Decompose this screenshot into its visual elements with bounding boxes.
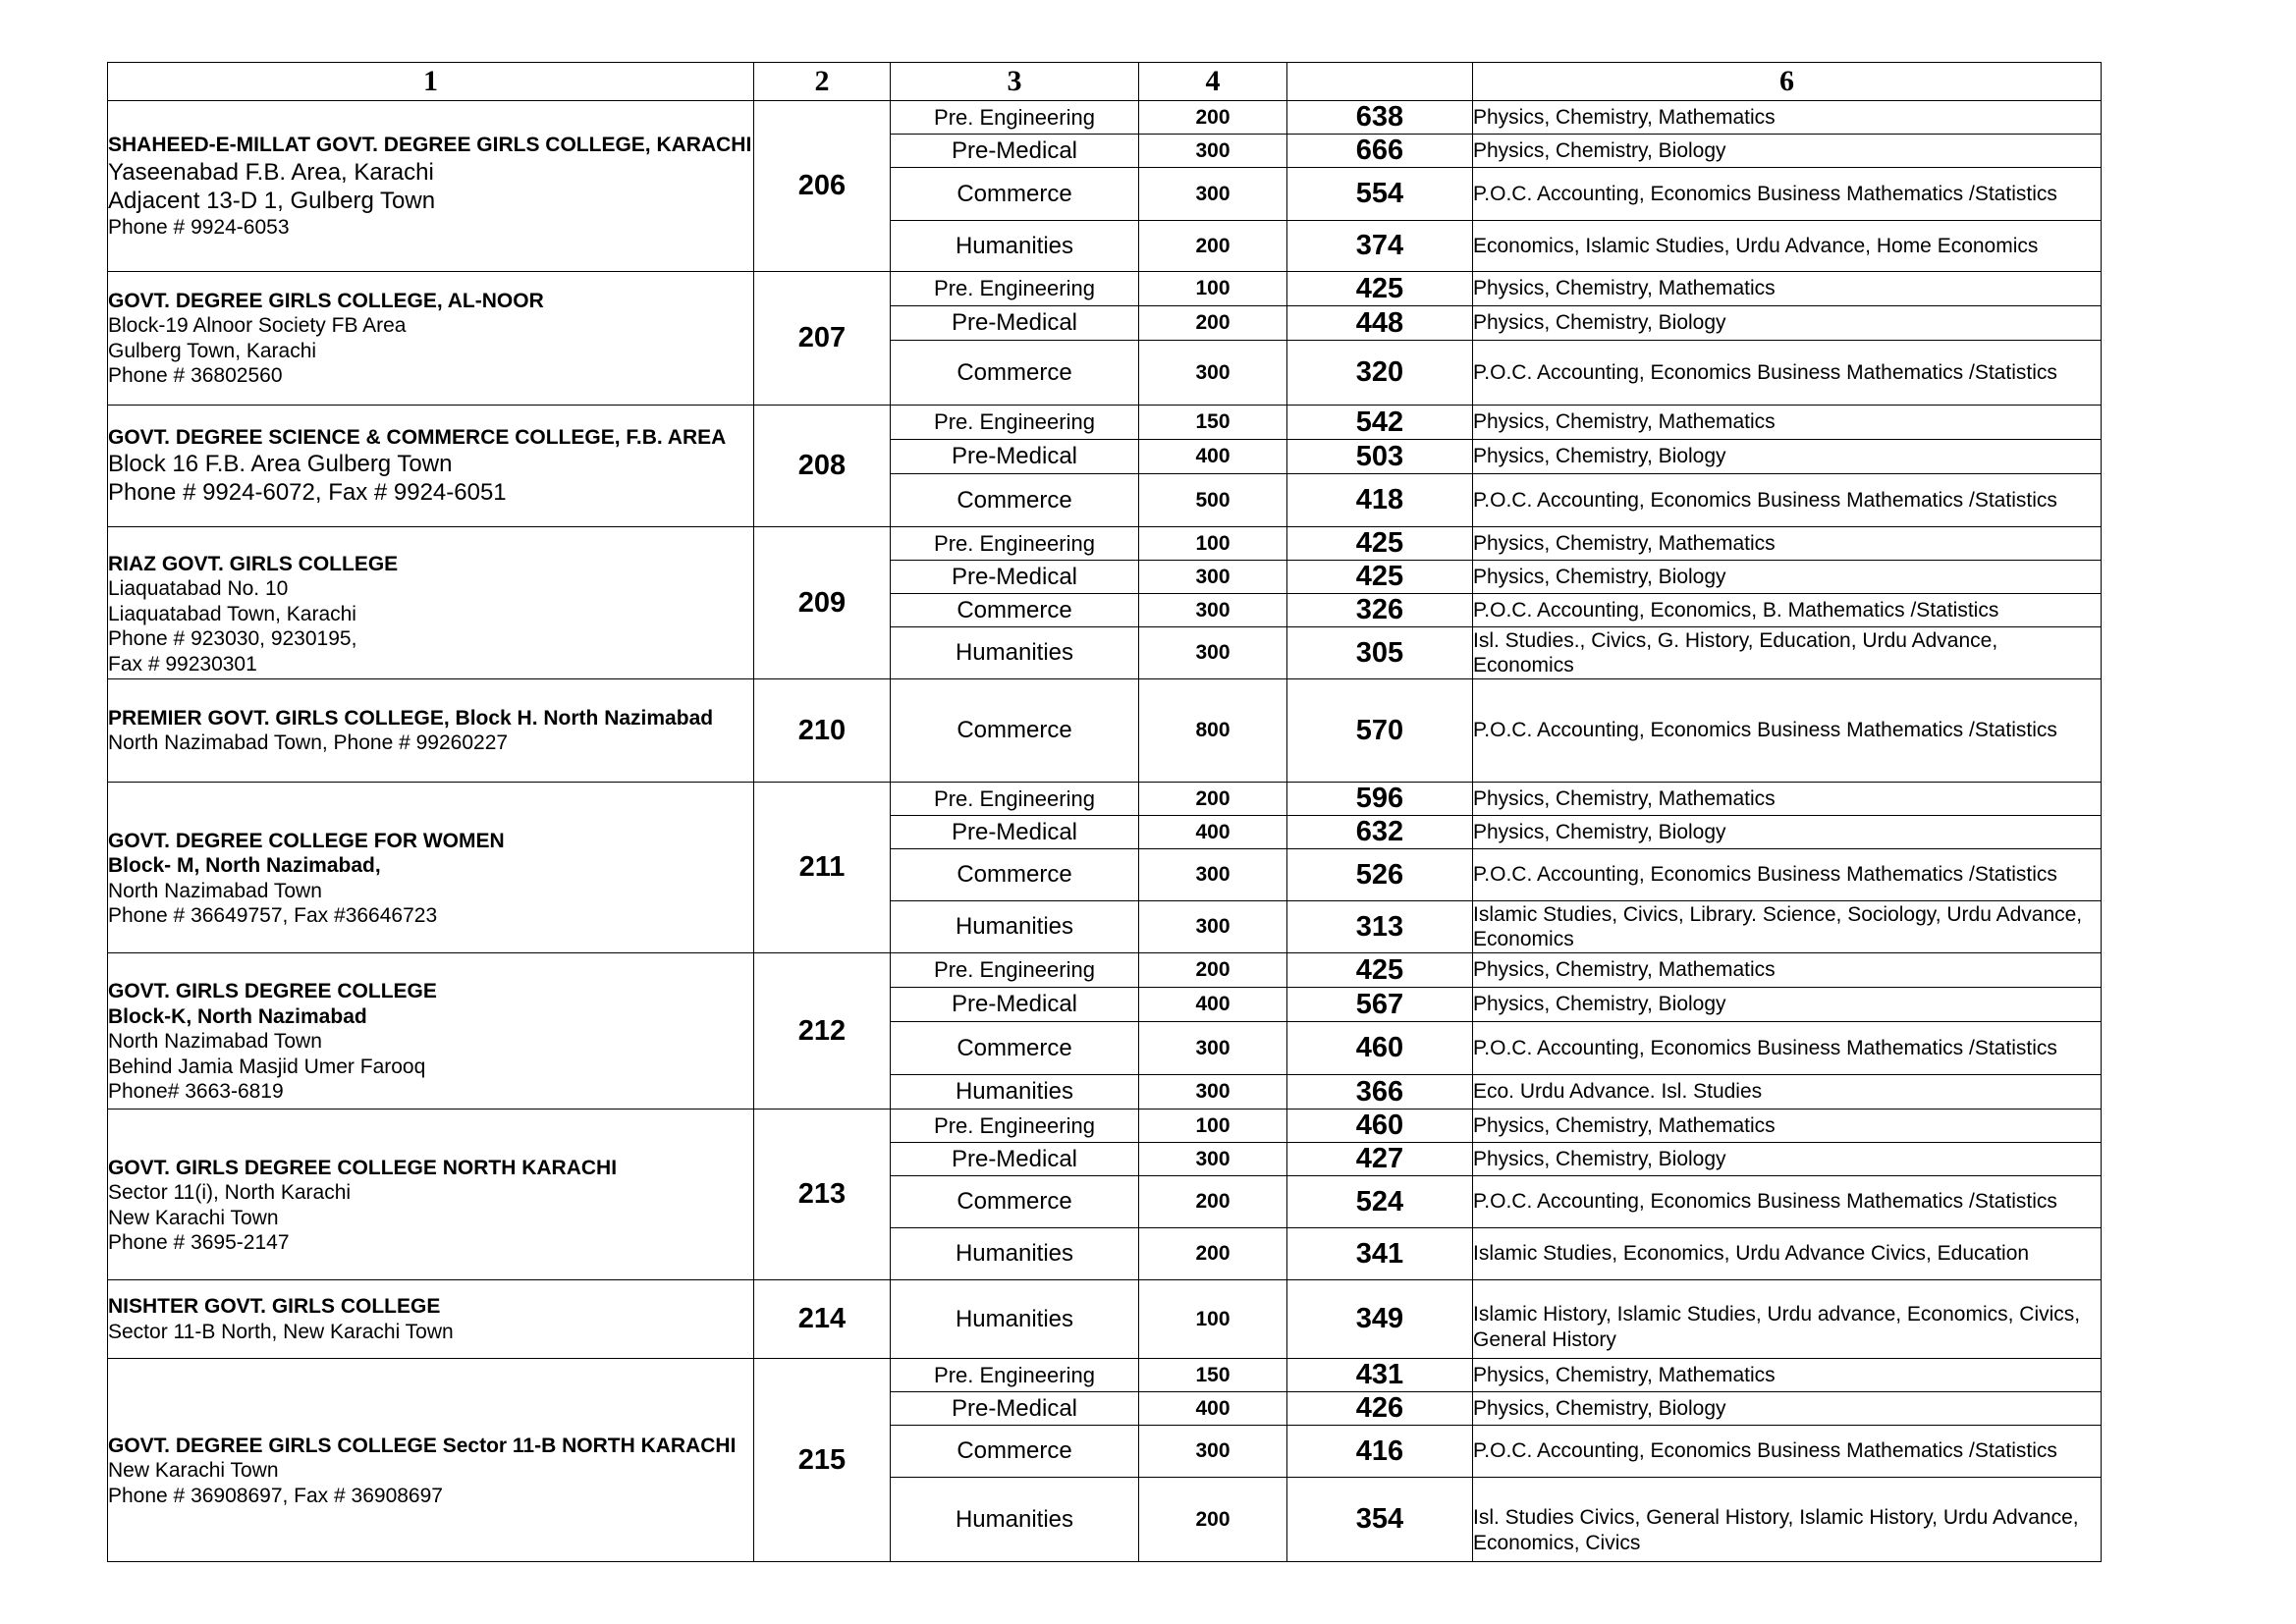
college-info: [108, 1280, 754, 1359]
subjects-cell: P.O.C. Accounting, Economics Business Mathematics /Statistics: [1473, 849, 2102, 901]
header-cell: [1287, 63, 1473, 101]
college-address-line: Sector 11(i), North Karachi: [108, 1181, 352, 1204]
subjects-cell: P.O.C. Accounting, Economics Business Mathematics /Statistics: [1473, 679, 2102, 783]
seats-cell: 300: [1139, 1075, 1287, 1110]
college-info: [108, 679, 754, 783]
college-name: RIAZ GOVT. GIRLS COLLEGE: [108, 552, 399, 575]
seats-cell: 300: [1139, 561, 1287, 594]
marks-cell: 570: [1287, 679, 1473, 783]
seats-cell: 300: [1139, 1022, 1287, 1075]
marks-cell: 460: [1287, 1110, 1473, 1143]
subjects-cell: Physics, Chemistry, Biology: [1473, 988, 2102, 1022]
seats-cell: 200: [1139, 221, 1287, 272]
seats-cell: 150: [1139, 406, 1287, 440]
seats-cell: 200: [1139, 1228, 1287, 1280]
table-row: [108, 272, 2102, 306]
college-phone: Phone # 9924-6053: [108, 215, 290, 239]
college-address-line: Gulberg Town, Karachi: [108, 339, 317, 362]
seats-cell: 200: [1139, 101, 1287, 135]
group-cell: Pre. Engineering: [891, 101, 1139, 135]
college-name: GOVT. DEGREE COLLEGE FOR WOMEN: [108, 829, 505, 852]
group-cell: Humanities: [891, 1280, 1139, 1359]
seats-cell: 200: [1139, 1176, 1287, 1228]
college-address-line: New Karachi Town: [108, 1206, 279, 1229]
college-code: 207: [754, 272, 891, 406]
seats-cell: 400: [1139, 1392, 1287, 1426]
marks-cell: 567: [1287, 988, 1473, 1022]
seats-cell: 100: [1139, 527, 1287, 561]
seats-cell: 300: [1139, 901, 1287, 953]
group-cell: Humanities: [891, 1478, 1139, 1562]
subjects-cell: Physics, Chemistry, Biology: [1473, 306, 2102, 341]
seats-cell: 300: [1139, 594, 1287, 627]
college-info: [108, 953, 754, 1110]
seats-cell: 300: [1139, 341, 1287, 406]
seats-cell: 100: [1139, 1110, 1287, 1143]
subjects-cell: Physics, Chemistry, Mathematics: [1473, 953, 2102, 988]
subjects-cell: Physics, Chemistry, Mathematics: [1473, 783, 2102, 816]
seats-cell: 300: [1139, 1426, 1287, 1478]
marks-cell: 638: [1287, 101, 1473, 135]
college-phone: Phone# 3663-6819: [108, 1080, 284, 1104]
group-cell: Pre-Medical: [891, 440, 1139, 474]
header-row: [108, 63, 2102, 101]
table-row: [108, 1359, 2102, 1392]
group-cell: Pre. Engineering: [891, 783, 1139, 816]
seats-cell: 400: [1139, 816, 1287, 849]
marks-cell: 542: [1287, 406, 1473, 440]
college-address-line: North Nazimabad Town: [108, 1030, 322, 1054]
group-cell: Pre-Medical: [891, 306, 1139, 341]
group-cell: Pre-Medical: [891, 1143, 1139, 1176]
marks-cell: 418: [1287, 474, 1473, 527]
college-address-line: New Karachi Town: [108, 1459, 279, 1483]
subjects-cell: P.O.C. Accounting, Economics Business Mathematics /Statistics: [1473, 1426, 2102, 1478]
college-code: 215: [754, 1359, 891, 1562]
college-address-line: Liaquatabad No. 10: [108, 577, 289, 600]
table-row: [108, 679, 2102, 783]
subjects-cell: Physics, Chemistry, Biology: [1473, 1143, 2102, 1176]
college-info: [108, 1359, 754, 1562]
marks-cell: 666: [1287, 135, 1473, 168]
marks-cell: 326: [1287, 594, 1473, 627]
college-name: GOVT. DEGREE GIRLS COLLEGE, AL-NOOR: [108, 289, 544, 312]
table-row: [108, 527, 2102, 561]
college-code: 212: [754, 953, 891, 1110]
subjects-cell: P.O.C. Accounting, Economics Business Mathematics /Statistics: [1473, 474, 2102, 527]
group-cell: Commerce: [891, 341, 1139, 406]
subjects-cell: P.O.C. Accounting, Economics Business Mathematics /Statistics: [1473, 1022, 2102, 1075]
group-cell: Commerce: [891, 849, 1139, 901]
college-address-line: Block-19 Alnoor Society FB Area: [108, 314, 407, 337]
table-row: [108, 953, 2102, 988]
subjects-cell: P.O.C. Accounting, Economics Business Mathematics /Statistics: [1473, 1176, 2102, 1228]
seats-cell: 500: [1139, 474, 1287, 527]
group-cell: Pre. Engineering: [891, 953, 1139, 988]
group-cell: Commerce: [891, 594, 1139, 627]
marks-cell: 320: [1287, 341, 1473, 406]
college-fax: Fax # 99230301: [108, 652, 257, 676]
subjects-cell: Physics, Chemistry, Mathematics: [1473, 1359, 2102, 1392]
marks-cell: 425: [1287, 953, 1473, 988]
college-address-line: Block 16 F.B. Area Gulberg Town: [108, 451, 453, 478]
group-cell: Commerce: [891, 474, 1139, 527]
group-cell: Humanities: [891, 221, 1139, 272]
marks-cell: 341: [1287, 1228, 1473, 1280]
group-cell: Humanities: [891, 1075, 1139, 1110]
seats-cell: 300: [1139, 1143, 1287, 1176]
college-code: 210: [754, 679, 891, 783]
marks-cell: 632: [1287, 816, 1473, 849]
seats-cell: 200: [1139, 783, 1287, 816]
group-cell: Pre. Engineering: [891, 272, 1139, 306]
marks-cell: 374: [1287, 221, 1473, 272]
subjects-cell: Physics, Chemistry, Biology: [1473, 1392, 2102, 1426]
subjects-cell: Physics, Chemistry, Mathematics: [1473, 101, 2102, 135]
seats-cell: 800: [1139, 679, 1287, 783]
seats-cell: 100: [1139, 272, 1287, 306]
college-code: 213: [754, 1110, 891, 1280]
seats-cell: 300: [1139, 627, 1287, 679]
college-address-line: Adjacent 13-D 1, Gulberg Town: [108, 187, 436, 214]
subjects-cell: Physics, Chemistry, Biology: [1473, 135, 2102, 168]
subjects-cell: Physics, Chemistry, Mathematics: [1473, 527, 2102, 561]
college-info: [108, 1110, 754, 1280]
subjects-cell: Isl. Studies Civics, General History, Islamic History, Urdu Advance, Economics, Civics: [1473, 1478, 2102, 1562]
table-row: [108, 1280, 2102, 1359]
subjects-cell: Economics, Islamic Studies, Urdu Advance, Home Economics: [1473, 221, 2102, 272]
college-code: 206: [754, 101, 891, 272]
college-phone: Phone # 9924-6072, Fax # 9924-6051: [108, 479, 507, 507]
college-address-line: Liaquatabad Town, Karachi: [108, 602, 356, 625]
group-cell: Pre-Medical: [891, 816, 1139, 849]
college-code: 211: [754, 783, 891, 953]
subjects-cell: Physics, Chemistry, Biology: [1473, 561, 2102, 594]
college-phone: Phone # 36802560: [108, 364, 283, 387]
college-code: 209: [754, 527, 891, 679]
seats-cell: 300: [1139, 168, 1287, 221]
group-cell: Pre. Engineering: [891, 527, 1139, 561]
marks-cell: 554: [1287, 168, 1473, 221]
college-info: [108, 406, 754, 527]
marks-cell: 305: [1287, 627, 1473, 679]
group-cell: Commerce: [891, 1022, 1139, 1075]
marks-cell: 426: [1287, 1392, 1473, 1426]
college-address-line: Yaseenabad F.B. Area, Karachi: [108, 158, 434, 186]
table-row: [108, 1110, 2102, 1143]
college-phone: Phone # 36649757, Fax #36646723: [108, 904, 438, 927]
group-cell: Commerce: [891, 168, 1139, 221]
college-name: NISHTER GOVT. GIRLS COLLEGE: [108, 1295, 441, 1318]
college-info: [108, 101, 754, 272]
marks-cell: 425: [1287, 272, 1473, 306]
table-row: [108, 101, 2102, 135]
header-cell: 4: [1139, 63, 1287, 101]
marks-cell: 349: [1287, 1280, 1473, 1359]
college-name: SHAHEED-E-MILLAT GOVT. DEGREE GIRLS COLLEGE, KARACHI: [108, 134, 752, 156]
seats-cell: 400: [1139, 440, 1287, 474]
college-phone: Phone # 923030, 9230195,: [108, 627, 357, 650]
table-row: [108, 783, 2102, 816]
marks-cell: 427: [1287, 1143, 1473, 1176]
subjects-cell: P.O.C. Accounting, Economics Business Mathematics /Statistics: [1473, 168, 2102, 221]
header-cell: 3: [891, 63, 1139, 101]
group-cell: Pre. Engineering: [891, 1110, 1139, 1143]
group-cell: Commerce: [891, 1426, 1139, 1478]
marks-cell: 366: [1287, 1075, 1473, 1110]
marks-cell: 596: [1287, 783, 1473, 816]
seats-cell: 300: [1139, 849, 1287, 901]
seats-cell: 400: [1139, 988, 1287, 1022]
subjects-cell: Eco. Urdu Advance. Isl. Studies: [1473, 1075, 2102, 1110]
college-block: Block- M, North Nazimabad,: [108, 854, 381, 877]
group-cell: Pre-Medical: [891, 561, 1139, 594]
subjects-cell: Isl. Studies., Civics, G. History, Education, Urdu Advance, Economics: [1473, 627, 2102, 679]
subjects-cell: Physics, Chemistry, Mathematics: [1473, 1110, 2102, 1143]
seats-cell: 200: [1139, 1478, 1287, 1562]
college-name: GOVT. DEGREE GIRLS COLLEGE Sector 11-B NORTH KARACHI: [108, 1434, 737, 1457]
table-row: [108, 406, 2102, 440]
marks-cell: 313: [1287, 901, 1473, 953]
college-phone: Phone # 36908697, Fax # 36908697: [108, 1484, 443, 1507]
subjects-cell: Physics, Chemistry, Biology: [1473, 816, 2102, 849]
marks-cell: 431: [1287, 1359, 1473, 1392]
group-cell: Pre-Medical: [891, 988, 1139, 1022]
college-address-line: Behind Jamia Masjid Umer Farooq: [108, 1055, 426, 1078]
college-code: 214: [754, 1280, 891, 1359]
college-address-line: North Nazimabad Town, Phone # 99260227: [108, 731, 509, 754]
college-name: GOVT. GIRLS DEGREE COLLEGE: [108, 980, 437, 1003]
marks-cell: 503: [1287, 440, 1473, 474]
subjects-cell: Islamic History, Islamic Studies, Urdu advance, Economics, Civics, General History: [1473, 1280, 2102, 1359]
header-cell: 6: [1473, 63, 2102, 101]
group-cell: Pre. Engineering: [891, 1359, 1139, 1392]
group-cell: Humanities: [891, 627, 1139, 679]
seats-cell: 200: [1139, 306, 1287, 341]
header-cell: 1: [108, 63, 754, 101]
marks-cell: 460: [1287, 1022, 1473, 1075]
seats-cell: 300: [1139, 135, 1287, 168]
group-cell: Humanities: [891, 1228, 1139, 1280]
college-address-line: Sector 11-B North, New Karachi Town: [108, 1320, 454, 1343]
subjects-cell: P.O.C. Accounting, Economics Business Mathematics /Statistics: [1473, 341, 2102, 406]
college-info: [108, 527, 754, 679]
marks-cell: 354: [1287, 1478, 1473, 1562]
college-code: 208: [754, 406, 891, 527]
group-cell: Commerce: [891, 679, 1139, 783]
college-phone: Phone # 3695-2147: [108, 1231, 290, 1254]
marks-cell: 526: [1287, 849, 1473, 901]
group-cell: Humanities: [891, 901, 1139, 953]
group-cell: Commerce: [891, 1176, 1139, 1228]
subjects-cell: P.O.C. Accounting, Economics, B. Mathematics /Statistics: [1473, 594, 2102, 627]
group-cell: Pre. Engineering: [891, 406, 1139, 440]
admission-table: [107, 62, 2102, 1562]
seats-cell: 150: [1139, 1359, 1287, 1392]
subjects-cell: Physics, Chemistry, Mathematics: [1473, 406, 2102, 440]
college-address-line: North Nazimabad Town: [108, 879, 322, 902]
college-name: PREMIER GOVT. GIRLS COLLEGE, Block H. North Nazimabad: [108, 706, 714, 730]
college-name: GOVT. DEGREE SCIENCE & COMMERCE COLLEGE, F.B. AREA: [108, 425, 727, 449]
seats-cell: 200: [1139, 953, 1287, 988]
subjects-cell: Islamic Studies, Civics, Library. Science, Sociology, Urdu Advance, Economics: [1473, 901, 2102, 953]
marks-cell: 425: [1287, 561, 1473, 594]
college-block: Block-K, North Nazimabad: [108, 1004, 367, 1028]
group-cell: Pre-Medical: [891, 1392, 1139, 1426]
marks-cell: 524: [1287, 1176, 1473, 1228]
subjects-cell: Physics, Chemistry, Biology: [1473, 440, 2102, 474]
header-cell: 2: [754, 63, 891, 101]
marks-cell: 425: [1287, 527, 1473, 561]
marks-cell: 448: [1287, 306, 1473, 341]
subjects-cell: Physics, Chemistry, Mathematics: [1473, 272, 2102, 306]
group-cell: Pre-Medical: [891, 135, 1139, 168]
college-name: GOVT. GIRLS DEGREE COLLEGE NORTH KARACHI: [108, 1156, 618, 1179]
seats-cell: 100: [1139, 1280, 1287, 1359]
marks-cell: 416: [1287, 1426, 1473, 1478]
subjects-cell: Islamic Studies, Economics, Urdu Advance Civics, Education: [1473, 1228, 2102, 1280]
college-info: [108, 272, 754, 406]
college-info: [108, 783, 754, 953]
